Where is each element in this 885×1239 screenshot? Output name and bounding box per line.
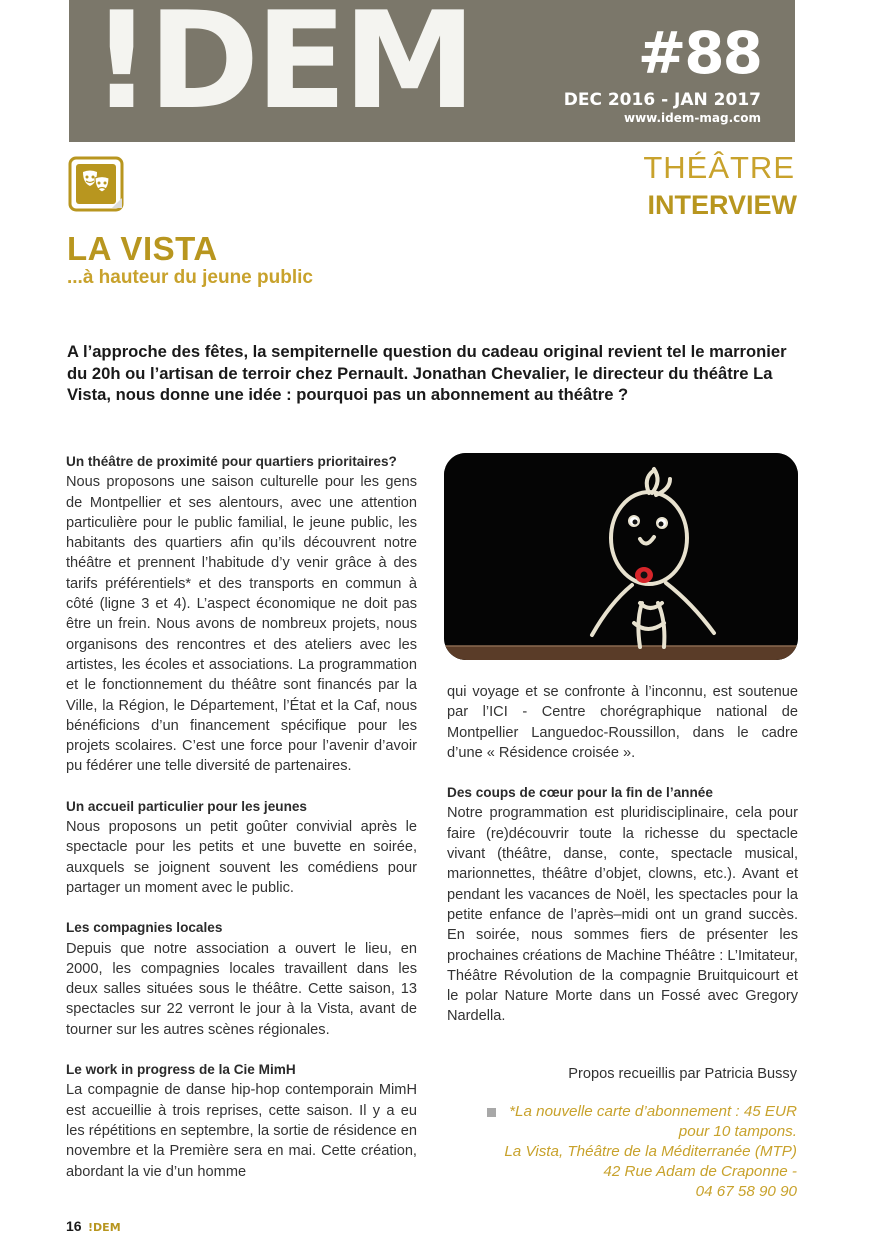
article-lead: A l’approche des fêtes, la sempiternelle question du cadeau original revient tel le marronier du 20h ou l’artisan de terroir chez Pernault. Jonathan Chevalier, le directeur du théâtre La Vista, nous donne une idée : pourquoi pas un abonnement au théâtre ? [67,342,787,404]
section-label: THÉÂTRE [643,150,795,185]
section-body: Notre programmation est pluridisciplinaire, cela pour faire (re)découvrir toute la richesse du spectacle vivant (théâtre, danse, conte, spectacle musical, marionnettes, théâtre d’objet, clowns, etc.). Avant et pendant les vacances de Noël, les spectacles pour la petite enfance de l’après–midi ont un grand succès. En soirée, nous sommes fiers de présenter les prochaines créations de Machine Théâtre : L’Imitateur, Théâtre Révolution de la compagnie Bruitquicourt et le polar Nature Morte dans un Fossé avec Gregory Nardella. [447,805,798,1025]
issue-number: #88 [637,19,761,87]
right-column [447,682,798,1047]
left-column [66,452,417,1202]
string-puppet-illustration [444,453,798,660]
section-body-continued: qui voyage et se confronte à l’inconnu, est soutenue par l’ICI - Centre chorégraphique national de Montpellier Languedoc-Roussillon, dans le cadre d’une « Résidence croisée ». [447,684,798,761]
section-body: Depuis que notre association a ouvert le lieu, en 2000, les compagnies locales travaillent dans les deux salles situées sous le théâtre. Cette saison, 13 spectacles sur 22 verront le jour à la Vista, avant de tourner sur les autres scènes régionales. [66,940,417,1038]
subscription-note [457,1102,797,1202]
section-sublabel: INTERVIEW [647,190,797,220]
article-subtitle: ...à hauteur du jeune public [67,267,313,288]
note-line: La Vista, Théâtre de la Méditerranée (MTP) [504,1143,797,1160]
note-line: 04 67 58 90 90 [695,1183,797,1200]
section-heading: Un accueil particulier pour les jeunes [66,798,307,814]
section-body: Nous proposons un petit goûter convivial après le spectacle pour les petits et une buvette en soirée, auxquels se joignent souvent les comédiens pour partager un moment avec le public. [66,819,417,896]
note-line: pour 10 tampons. [678,1123,797,1140]
magazine-logo: !DEM [91,0,473,139]
website-url: www.idem-mag.com [624,111,761,125]
article-title: LA VISTA [67,230,218,267]
section-heading: Le work in progress de la Cie MimH [66,1062,296,1078]
footer-logo: !DEM [88,1221,121,1234]
section-heading: Des coups de cœur pour la fin de l’année [447,785,713,801]
page-number: 16 [66,1218,82,1234]
masthead-banner [69,0,795,142]
page-footer [66,1219,121,1235]
section-heading: Les compagnies locales [66,920,223,936]
section-body: La compagnie de danse hip-hop contemporain MimH est accueillie à trois reprises, cette saison. Il y a eu les répétitions en septembre, la sortie de résidence en novembre et la Première sera en mai. Cette création, abordant la vie d’un homme [66,1082,417,1180]
note-line: 42 Rue Adam de Craponne - [603,1163,797,1180]
section-heading: Un théâtre de proximité pour quartiers prioritaires? [66,454,397,469]
article-photo [444,453,798,660]
note-line: *La nouvelle carte d’abonnement : 45 EUR [509,1103,797,1120]
issue-date: DEC 2016 - JAN 2017 [563,90,761,110]
theatre-masks-icon [68,156,124,214]
section-body: Nous proposons une saison culturelle pour les gens de Montpellier et ses alentours, avec une attention particulière pour le public familial, le jeune public, les habitants des quartiers afin qu’ils découvrent notre théâtre et prennent l’habitude d’y venir grâce à des tarifs préférentiels* et des transports en commun à côté (ligne 3 et 4). L’aspect économique ne doit pas être un frein. Nous avons de nombreux projets, nous organisons des rencontres et des ateliers avec les artistes, les écoles et associations. La programmation et le fonctionnement du théâtre sont financés par la Ville, la Région, le Département, l’État et la Caf, nous bénéficions d’un financement spécifique pour les projets scolaires. C’est une force pour l’avenir d’avoir pu fédérer une telle diversité de partenaires. [66,474,417,775]
interview-credit: Propos recueillis par Patricia Bussy [568,1066,797,1082]
square-bullet-icon [487,1108,496,1117]
